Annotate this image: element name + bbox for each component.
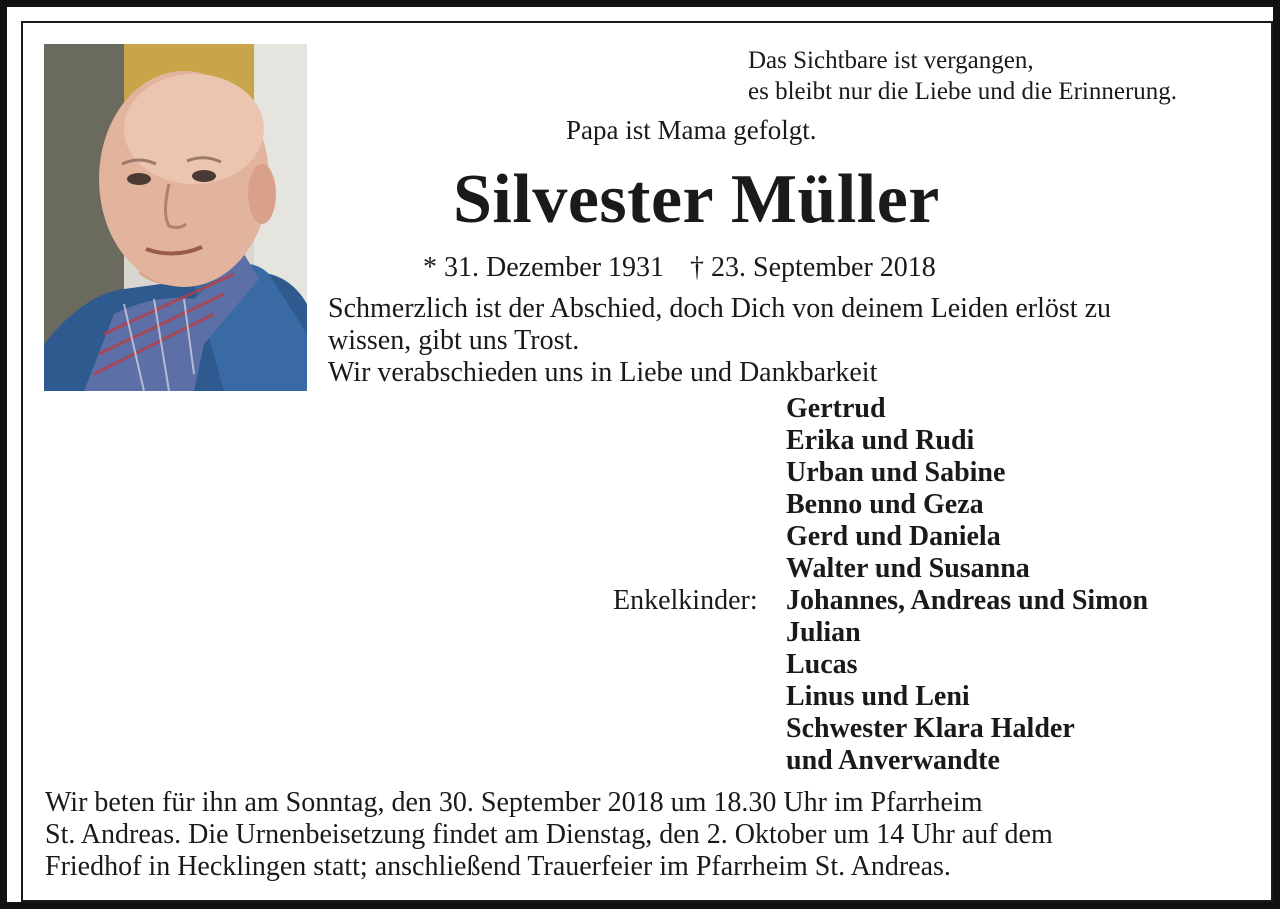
message-line-3: Wir verabschieden uns in Liebe und Dankbarkeit bbox=[328, 357, 878, 388]
portrait-photo bbox=[44, 44, 307, 391]
family-member: Gertrud bbox=[786, 393, 886, 424]
service-details bbox=[45, 787, 1255, 883]
family-member: Erika und Rudi bbox=[786, 425, 975, 456]
family-member: Walter und Susanna bbox=[786, 553, 1030, 584]
family-member: Gerd und Daniela bbox=[786, 521, 1001, 552]
birth-date: * 31. Dezember 1931 bbox=[423, 252, 665, 283]
family-member: Linus und Leni bbox=[786, 681, 970, 712]
portrait-illustration bbox=[44, 44, 307, 391]
family-member: Lucas bbox=[786, 649, 858, 680]
family-member: und Anverwandte bbox=[786, 745, 1000, 776]
service-line-2: St. Andreas. Die Urnenbeisetzung findet am Dienstag, den 2. Oktober um 14 Uhr auf dem bbox=[45, 819, 1053, 850]
family-member: Julian bbox=[786, 617, 861, 648]
motto-line-1: Das Sichtbare ist vergangen, bbox=[748, 47, 1034, 74]
deceased-name: Silvester Müller bbox=[453, 161, 940, 238]
service-line-3: Friedhof in Hecklingen statt; anschließend Trauerfeier im Pfarrheim St. Andreas. bbox=[45, 851, 951, 882]
motto-quote bbox=[748, 45, 1177, 107]
family-member: Benno und Geza bbox=[786, 489, 984, 520]
family-member: Johannes, Andreas und Simon bbox=[786, 585, 1149, 616]
family-list bbox=[786, 393, 1148, 777]
intro-line: Papa ist Mama gefolgt. bbox=[566, 115, 817, 145]
service-line-1: Wir beten für ihn am Sonntag, den 30. September 2018 um 18.30 Uhr im Pfarrheim bbox=[45, 787, 983, 818]
family-member: Urban und Sabine bbox=[786, 457, 1006, 488]
life-dates bbox=[423, 251, 936, 285]
message-line-1: Schmerzlich ist der Abschied, doch Dich von deinem Leiden erlöst zu bbox=[328, 293, 1112, 324]
motto-line-2: es bleibt nur die Liebe und die Erinnerung. bbox=[748, 78, 1178, 105]
death-date: † 23. September 2018 bbox=[690, 252, 936, 283]
message-line-2: wissen, gibt uns Trost. bbox=[328, 325, 580, 356]
family-member: Schwester Klara Halder bbox=[786, 713, 1075, 744]
grandkids-label: Enkelkinder: bbox=[613, 585, 758, 616]
farewell-message bbox=[328, 293, 1248, 389]
